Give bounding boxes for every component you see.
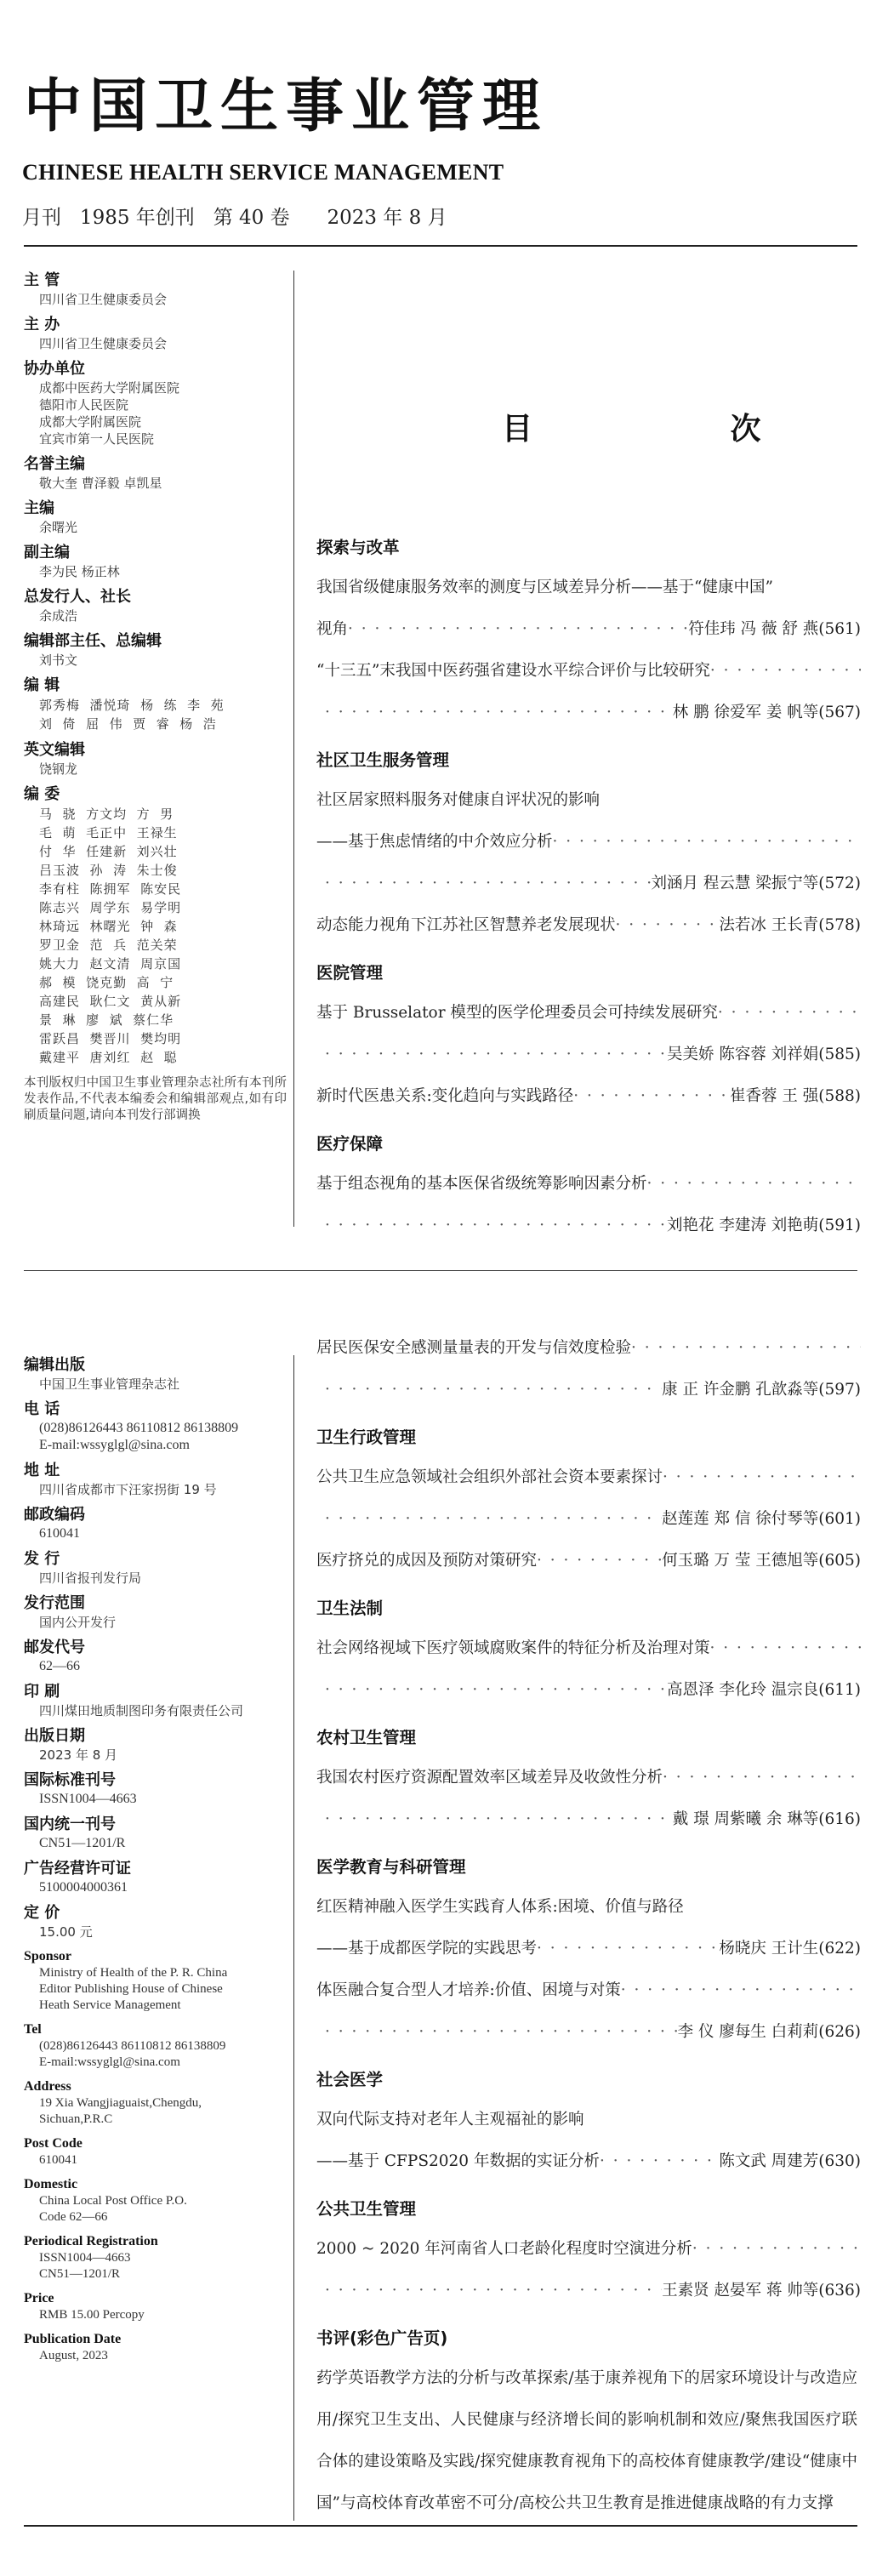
entry-authors: 王素贤 赵晏军 蒋 帅等(636) bbox=[662, 2282, 861, 2300]
toc-entry[interactable] bbox=[316, 1456, 861, 1498]
sb-value: 饶钢龙 bbox=[39, 761, 78, 777]
sb-value: 15.00 元 bbox=[39, 1924, 93, 1940]
name-row: 吕玉波 孙 涛 朱士俊 bbox=[39, 863, 178, 878]
sb-en-value: 19 Xia Wangjiaguaist,Chengdu, bbox=[39, 2096, 202, 2110]
sb-label: 总发行人、社长 bbox=[24, 588, 131, 606]
sb-en-value: Code 62—66 bbox=[39, 2210, 108, 2224]
entry-title: 基于 Brusselator 模型的医学伦理委员会可持续发展研究 bbox=[316, 1004, 718, 1022]
leader-dots bbox=[316, 863, 651, 904]
leader-dots bbox=[692, 2228, 861, 2270]
sb-value: (028)86126443 86110812 86138809 bbox=[39, 1421, 239, 1435]
toc-entry[interactable] bbox=[316, 779, 861, 821]
name-row: 毛 萌 毛正中 王禄生 bbox=[39, 825, 178, 841]
entry-authors: 高恩泽 李化玲 温宗良(611) bbox=[666, 1681, 861, 1699]
section-title: 书评(彩色广告页) bbox=[316, 2328, 448, 2348]
section-title: 医疗保障 bbox=[316, 1134, 384, 1154]
sb-en-value: Heath Service Management bbox=[39, 1998, 181, 2012]
entry-title: 红医精神融入医学生实践育人体系:困境、价值与路径 bbox=[316, 1898, 684, 1916]
entry-authors: 戴 璟 周紫曦 余 琳等(616) bbox=[672, 1810, 861, 1828]
section-title: 社区卫生服务管理 bbox=[316, 750, 450, 770]
entry-authors: 崔香蓉 王 强(588) bbox=[729, 1087, 861, 1105]
entry-title: ——基于焦虑情绪的中介效应分析 bbox=[316, 833, 553, 851]
toc-entry[interactable] bbox=[316, 2011, 861, 2053]
sb-en-value: 610041 bbox=[39, 2153, 77, 2167]
sb-label: 出版日期 bbox=[24, 1727, 85, 1745]
sb-label: 主 办 bbox=[24, 316, 60, 333]
entry-authors: 李 仪 廖每生 白莉莉(626) bbox=[677, 2023, 861, 2041]
sb-label: 邮政编码 bbox=[24, 1506, 85, 1524]
leader-dots bbox=[710, 650, 861, 692]
entry-authors: 赵莲莲 郑 信 徐付琴等(601) bbox=[662, 1510, 861, 1528]
leader-dots bbox=[621, 1969, 861, 2011]
leader-dots bbox=[663, 1757, 861, 1798]
toc-entry[interactable] bbox=[316, 608, 861, 650]
section-title: 社会医学 bbox=[316, 2070, 384, 2089]
sb-email: E-mail:wssyglgl@sina.com bbox=[39, 1438, 190, 1452]
sb-label: 邮发代号 bbox=[24, 1638, 85, 1656]
name-row: 马 骁 方文均 方 男 bbox=[39, 806, 174, 822]
toc-entry[interactable] bbox=[316, 1163, 861, 1205]
entry-title: 医疗挤兑的成因及预防对策研究 bbox=[316, 1552, 538, 1570]
leader-dots bbox=[616, 904, 720, 946]
leader-dots bbox=[600, 2140, 719, 2182]
sb-label: 编辑出版 bbox=[24, 1356, 85, 1374]
name-row: 陈志兴 周学东 易学明 bbox=[39, 900, 182, 915]
section-title: 医学教育与科研管理 bbox=[316, 1857, 466, 1877]
sb-en-label: Price bbox=[24, 2291, 54, 2305]
leader-dots bbox=[316, 1798, 673, 1840]
section-title: 医院管理 bbox=[316, 963, 384, 983]
sb-label: 主编 bbox=[24, 499, 54, 517]
sb-label: 协办单位 bbox=[24, 360, 85, 378]
entry-authors: 林 鹏 徐爱军 姜 帆等(567) bbox=[672, 704, 861, 721]
sb-label: 英文编辑 bbox=[24, 741, 85, 759]
sb-value: 四川省报刊发行局 bbox=[39, 1570, 142, 1586]
leader-dots bbox=[718, 992, 861, 1034]
leader-dots bbox=[316, 1369, 662, 1411]
board-names bbox=[24, 805, 293, 1067]
sb-en-value: August, 2023 bbox=[39, 2349, 108, 2362]
name-row: 景 琳 廖 斌 蔡仁华 bbox=[39, 1012, 174, 1028]
contents-heading: 目 次 bbox=[502, 412, 855, 447]
entry-authors: 法若冰 王长青(578) bbox=[719, 916, 861, 934]
sb-value: ISSN1004—4663 bbox=[39, 1792, 137, 1806]
sb-en-label: Post Code bbox=[24, 2136, 83, 2151]
toc-entry[interactable] bbox=[316, 1969, 861, 2011]
entry-authors: 杨晓庆 王计生(622) bbox=[719, 1940, 861, 1958]
sb-label: 印 刷 bbox=[24, 1683, 60, 1701]
toc-entry[interactable] bbox=[316, 1540, 861, 1582]
toc-column-bottom bbox=[316, 1327, 861, 2524]
sb-value: 四川省成都市下汪家拐街 19 号 bbox=[39, 1482, 217, 1497]
toc-entry[interactable] bbox=[316, 2099, 861, 2140]
entry-title: 社区居家照料服务对健康自评状况的影响 bbox=[316, 791, 601, 809]
name-row: 郭秀梅 潘悦琦 杨 练 李 苑 bbox=[39, 698, 225, 713]
leader-dots bbox=[316, 1669, 667, 1711]
entry-authors: 刘艳花 李建涛 刘艳萌(591) bbox=[666, 1217, 861, 1234]
sb-value: 国内公开发行 bbox=[39, 1615, 117, 1630]
entry-title: ——基于 CFPS2020 年数据的实证分析 bbox=[316, 2152, 600, 2170]
section-title: 卫生法制 bbox=[316, 1599, 384, 1618]
toc-entry[interactable] bbox=[316, 992, 861, 1034]
entry-title: 基于组态视角的基本医保省级统筹影响因素分析 bbox=[316, 1175, 647, 1193]
section-title: 农村卫生管理 bbox=[316, 1728, 417, 1747]
sb-en-label: Tel bbox=[24, 2022, 42, 2037]
toc-entry[interactable] bbox=[316, 2228, 861, 2270]
sb-label: 主 管 bbox=[24, 271, 60, 289]
toc-entry[interactable] bbox=[316, 821, 861, 863]
sb-value: 成都大学附属医院 bbox=[39, 414, 142, 430]
sb-en-value: E-mail:wssyglgl@sina.com bbox=[39, 2055, 180, 2069]
entry-title: 公共卫生应急领域社会组织外部社会资本要素探讨 bbox=[316, 1468, 663, 1486]
toc-entry[interactable] bbox=[316, 1757, 861, 1798]
name-row: 林琦远 林曙光 钟 森 bbox=[39, 919, 178, 934]
toc-entry[interactable] bbox=[316, 2270, 861, 2311]
sb-en-value: Editor Publishing House of Chinese bbox=[39, 1982, 223, 1996]
sb-label: 定 价 bbox=[24, 1904, 60, 1922]
section-title: 公共卫生管理 bbox=[316, 2199, 417, 2219]
toc-column-top bbox=[316, 529, 861, 1246]
entry-title: 体医融合复合型人才培养:价值、困境与对策 bbox=[316, 1981, 621, 1999]
sb-value: 四川省卫生健康委员会 bbox=[39, 336, 168, 351]
sb-en-value: RMB 15.00 Percopy bbox=[39, 2308, 145, 2322]
sb-label: 编 辑 bbox=[24, 676, 60, 694]
sb-value: 四川省卫生健康委员会 bbox=[39, 292, 168, 307]
entry-title: 2000 ~ 2020 年河南省人口老龄化程度时空演进分析 bbox=[316, 2240, 692, 2258]
entry-title: ——基于成都医学院的实践思考 bbox=[316, 1940, 538, 1958]
sb-en-label: Publication Date bbox=[24, 2332, 122, 2346]
entry-authors: 符佳玮 冯 薇 舒 燕(561) bbox=[688, 620, 861, 638]
sb-value: 刘书文 bbox=[39, 653, 78, 668]
entry-authors: 刘涵月 程云慧 梁振宁等(572) bbox=[651, 875, 861, 892]
entry-title: 我国省级健康服务效率的测度与区域差异分析——基于“健康中国” bbox=[316, 578, 773, 596]
toc-entry[interactable] bbox=[316, 1034, 861, 1075]
name-row: 姚大力 赵文清 周京国 bbox=[39, 956, 182, 972]
section-title: 卫生行政管理 bbox=[316, 1428, 417, 1447]
toc-entry[interactable] bbox=[316, 692, 861, 733]
entry-title: 社会网络视域下医疗领域腐败案件的特征分析及治理对策 bbox=[316, 1639, 710, 1657]
sb-label: 国内统一刊号 bbox=[24, 1815, 116, 1833]
sb-value: 610041 bbox=[39, 1526, 80, 1541]
book-review-list: 药学英语教学方法的分析与改革探索/基于康养视角下的居家环境设计与改造应用/探究卫生支出、人民健康与经济增长间的影响机制和效应/聚焦我国医疗联合体的建设策略及实践/探究健康教育视角下的高校体育健康教学/建设“健康中国”与高校体育改革密不可分/高校公共卫生教育是推进健康战略的有力支撑 bbox=[316, 2369, 857, 2512]
toc-entry[interactable] bbox=[316, 567, 861, 608]
sb-label: 名誉主编 bbox=[24, 455, 85, 473]
leader-dots bbox=[316, 2011, 678, 2053]
toc-entry[interactable] bbox=[316, 904, 861, 946]
sb-en-label: Periodical Registration bbox=[24, 2234, 158, 2248]
leader-dots bbox=[316, 1205, 667, 1246]
toc-entry[interactable] bbox=[316, 1669, 861, 1711]
toc-entry[interactable] bbox=[316, 1886, 861, 1928]
toc-entry[interactable] bbox=[316, 1369, 861, 1411]
leader-dots bbox=[537, 1928, 719, 1969]
entry-authors: 陈文武 周建芳(630) bbox=[719, 2152, 861, 2170]
sb-value: 余成浩 bbox=[39, 608, 78, 624]
sb-value: 宜宾市第一人民医院 bbox=[39, 431, 155, 447]
leader-dots bbox=[710, 1627, 861, 1669]
entry-title: 动态能力视角下江苏社区智慧养老发展现状 bbox=[316, 916, 616, 934]
sb-value: 余曙光 bbox=[39, 520, 78, 535]
masthead-info-panel bbox=[24, 271, 294, 1227]
name-row: 高建民 耿仁文 黄从新 bbox=[39, 994, 182, 1009]
sb-value: CN51—1201/R bbox=[39, 1836, 126, 1850]
sb-label: 编辑部主任、总编辑 bbox=[24, 632, 162, 650]
entry-title: 新时代医患关系:变化趋向与实践路径 bbox=[316, 1087, 574, 1105]
journal-en-title: CHINESE HEALTH SERVICE MANAGEMENT bbox=[22, 160, 504, 185]
entry-title: 我国农村医疗资源配置效率区域差异及收敛性分析 bbox=[316, 1769, 663, 1787]
leader-dots bbox=[663, 1456, 861, 1498]
name-row: 戴建平 唐刘红 赵 聪 bbox=[39, 1050, 178, 1065]
toc-entry[interactable] bbox=[316, 2140, 861, 2182]
sb-value: 四川煤田地质制图印务有限责任公司 bbox=[39, 1703, 244, 1718]
toc-entry[interactable] bbox=[316, 863, 861, 904]
sb-value: 中国卫生事业管理杂志社 bbox=[39, 1376, 180, 1392]
entry-title: 居民医保安全感测量量表的开发与信效度检验 bbox=[316, 1339, 632, 1357]
sb-value: 2023 年 8 月 bbox=[39, 1747, 118, 1763]
sb-en-value: Sichuan,P.R.C bbox=[39, 2112, 113, 2126]
sb-en-label: Address bbox=[24, 2079, 71, 2094]
toc-entry[interactable] bbox=[316, 1075, 861, 1117]
leader-dots bbox=[573, 1075, 730, 1117]
sb-en-value: (028)86126443 86110812 86138809 bbox=[39, 2039, 226, 2053]
sb-en-value: CN51—1201/R bbox=[39, 2267, 121, 2281]
sb-value: 成都中医药大学附属医院 bbox=[39, 380, 180, 396]
toc-entry[interactable] bbox=[316, 650, 861, 692]
sb-value: 62—66 bbox=[39, 1659, 80, 1673]
toc-entry[interactable] bbox=[316, 1928, 861, 1969]
copyright-note: 本刊版权归中国卫生事业管理杂志社所有本刊所发表作品,不代表本编委会和编辑部观点,如有印刷质量问题,请向本刊发行部调换 bbox=[24, 1076, 287, 1122]
entry-authors: 康 正 许金鹏 孔歆淼等(597) bbox=[662, 1381, 861, 1399]
toc-entry[interactable] bbox=[316, 1798, 861, 1840]
sb-en-value: ISSN1004—4663 bbox=[39, 2251, 131, 2265]
sb-en-value: Ministry of Health of the P. R. China bbox=[39, 1966, 228, 1980]
publisher-info-panel bbox=[24, 1355, 294, 2521]
sb-en-label: Domestic bbox=[24, 2177, 78, 2191]
sb-value: 敬大奎 曹泽毅 卓凯星 bbox=[39, 476, 162, 491]
section-title: 探索与改革 bbox=[316, 538, 400, 557]
sb-label: 发 行 bbox=[24, 1550, 60, 1568]
entry-authors: 吴美娇 陈容蓉 刘祥娟(585) bbox=[666, 1046, 861, 1063]
sb-label: 国际标准刊号 bbox=[24, 1771, 116, 1789]
sb-label: 编 委 bbox=[24, 785, 60, 803]
entry-authors: 何玉璐 万 莹 王德旭等(605) bbox=[662, 1552, 861, 1570]
mid-divider bbox=[24, 1270, 857, 1271]
leader-dots bbox=[316, 1034, 667, 1075]
name-row: 李有柱 陈拥军 陈安民 bbox=[39, 881, 182, 897]
leader-dots bbox=[631, 1327, 861, 1369]
name-row: 雷跃昌 樊晋川 樊均明 bbox=[39, 1031, 182, 1046]
sb-value: 德阳市人民医院 bbox=[39, 397, 129, 413]
issue-info: 月刊 1985 年创刊 第 40 卷 2023 年 8 月 bbox=[22, 207, 447, 229]
name-row: 付 华 任建新 刘兴壮 bbox=[39, 844, 178, 859]
name-row: 刘 倚 屈 伟 贾 睿 杨 浩 bbox=[39, 716, 217, 732]
leader-dots bbox=[348, 608, 688, 650]
toc-entry[interactable] bbox=[316, 1498, 861, 1540]
entry-title: 双向代际支持对老年人主观福祉的影响 bbox=[316, 2111, 584, 2129]
sb-en-label: Sponsor bbox=[24, 1949, 72, 1963]
editor-names bbox=[24, 696, 293, 733]
name-row: 罗卫金 范 兵 范关荣 bbox=[39, 938, 178, 953]
sb-label: 副主编 bbox=[24, 544, 70, 561]
sb-value: 5100004000361 bbox=[39, 1880, 128, 1895]
entry-title: 视角 bbox=[316, 620, 349, 638]
sb-label: 地 址 bbox=[24, 1462, 60, 1479]
toc-entry[interactable] bbox=[316, 1327, 861, 1369]
header-divider bbox=[24, 245, 857, 247]
sb-en-value: China Local Post Office P.O. bbox=[39, 2194, 187, 2208]
toc-entry[interactable] bbox=[316, 1627, 861, 1669]
sb-value: 李为民 杨正林 bbox=[39, 564, 120, 579]
sb-label: 发行范围 bbox=[24, 1594, 85, 1612]
leader-dots bbox=[316, 2270, 662, 2311]
leader-dots bbox=[553, 821, 861, 863]
sb-label: 广告经营许可证 bbox=[24, 1860, 131, 1878]
leader-dots bbox=[316, 692, 673, 733]
entry-title: “十三五”末我国中医药强省建设水平综合评价与比较研究 bbox=[316, 662, 710, 680]
leader-dots bbox=[316, 1498, 662, 1540]
toc-entry[interactable] bbox=[316, 1205, 861, 1246]
journal-cn-title: 中国卫生事业管理 bbox=[24, 73, 549, 140]
name-row: 郝 模 饶克勤 高 宁 bbox=[39, 975, 174, 990]
footer-divider bbox=[24, 2525, 857, 2527]
leader-dots bbox=[647, 1163, 861, 1205]
leader-dots bbox=[537, 1540, 662, 1582]
sb-label: 电 话 bbox=[24, 1400, 60, 1418]
